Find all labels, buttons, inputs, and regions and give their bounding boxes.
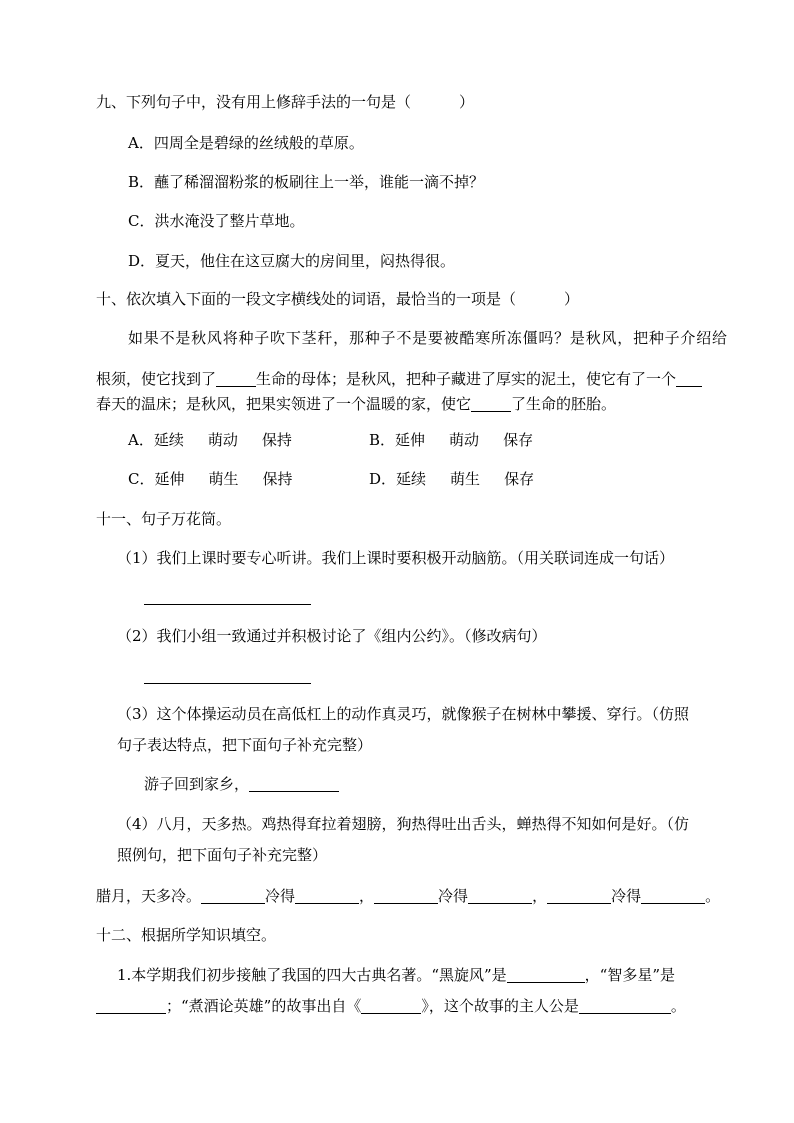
q12-blank-1[interactable] (507, 967, 585, 983)
q9-option-d: D．夏天，他住在这豆腐大的房间里，闷热得很。 (128, 252, 456, 270)
q10-option-c (128, 472, 293, 487)
q11-s4-blank-4[interactable] (468, 888, 532, 904)
q12-blank-2[interactable] (96, 998, 166, 1014)
option-letter: D． (369, 470, 397, 488)
q11-sentence-4-line-1: （4）八月，天多热。鸡热得耷拉着翅膀，狗热得吐出舌头，蝉热得不知如何是好。（仿 (117, 815, 690, 833)
option-word: 保存 (503, 431, 534, 449)
q12-l2-b: 》，这个故事的主人公是 (421, 997, 579, 1015)
option-word: 保存 (504, 470, 535, 488)
q12-blank-4[interactable] (579, 998, 671, 1014)
option-word: 萌动 (207, 431, 238, 449)
q11-s4-blank-3[interactable] (374, 888, 438, 904)
option-letter: C． (128, 470, 155, 488)
option-word: 萌生 (208, 470, 239, 488)
q10-option-b (369, 433, 533, 448)
q9-option-c: C．洪水淹没了整片草地。 (128, 212, 305, 230)
q12-line-1 (117, 967, 675, 983)
q12-title: 十二、根据所学知识填空。 (96, 926, 277, 944)
q12-blank-3[interactable] (361, 998, 421, 1014)
q11-s3-blank[interactable] (249, 776, 339, 792)
q10-stem (96, 292, 579, 307)
q11-sentence-4-line-2: 照例句，把下面句子补充完整） (117, 846, 328, 864)
q12-l1-a: 1.本学期我们初步接触了我国的四大古典名著。“黑旋风”是 (117, 966, 507, 984)
q11-s4-cold: 冷得 (438, 887, 469, 905)
q11-sentence-2: （2）我们小组一致通过并积极讨论了《组内公约》。（修改病句） (117, 627, 547, 645)
q10-close-paren: ） (564, 290, 580, 308)
q11-s3-prompt-text: 游子回到家乡， (144, 775, 250, 793)
q10-paragraph-line-2 (96, 371, 702, 387)
option-letter: A． (128, 431, 154, 449)
q10-para3-b: 了生命的胚胎。 (511, 395, 617, 413)
q11-s4-blank-2[interactable] (295, 888, 359, 904)
q12-l2-c: 。 (670, 997, 686, 1015)
q10-blank-1[interactable] (216, 371, 256, 387)
q11-answer-line-2[interactable] (144, 683, 311, 684)
q9-stem-text: 九、下列句子中，没有用上修辞手法的一句是（ (96, 93, 412, 111)
q11-sentence-4-fill (96, 888, 720, 904)
q11-sentence-3-prompt (144, 776, 339, 792)
q9-close-paren: ） (459, 93, 475, 111)
q10-blank-3[interactable] (471, 396, 511, 412)
q11-answer-line-1[interactable] (144, 604, 311, 605)
q10-para3-a: 春天的温床；是秋风，把果实领进了一个温暖的家，使它 (96, 395, 472, 413)
option-word: 延续 (396, 470, 427, 488)
q11-s4-blank-5[interactable] (547, 888, 611, 904)
q11-s4-blank-1[interactable] (201, 888, 265, 904)
q10-option-d (369, 472, 534, 487)
q10-blank-2[interactable] (676, 371, 702, 387)
q9-option-b: B．蘸了稀溜溜粉浆的板刷往上一举，谁能一滴不掉？ (128, 173, 485, 191)
q10-stem-text: 十、依次填入下面的一段文字横线处的词语，最恰当的一项是（ (96, 290, 517, 308)
q10-para2-b: 生命的母体；是秋风，把种子藏进了厚实的泥土，使它有了一个 (256, 370, 677, 388)
q11-sentence-1: （1）我们上课时要专心听讲。我们上课时要积极开动脑筋。（用关联词连成一句话） (117, 549, 675, 567)
q12-l1-b: ，“智多星”是 (584, 966, 675, 984)
q11-s4-start: 腊月，天多冷。 (96, 887, 202, 905)
q11-s4-period: 。 (705, 887, 721, 905)
q10-option-a (128, 433, 292, 448)
option-letter: B． (369, 431, 396, 449)
q11-s4-blank-6[interactable] (641, 888, 705, 904)
option-word: 萌动 (449, 431, 480, 449)
option-word: 延伸 (395, 431, 426, 449)
q12-line-2 (96, 998, 686, 1014)
q11-s4-comma: ， (532, 887, 548, 905)
option-word: 延续 (153, 431, 184, 449)
q11-s4-cold: 冷得 (611, 887, 642, 905)
q12-l2-a: ；“煮酒论英雄”的故事出自《 (166, 997, 362, 1015)
option-word: 保持 (261, 431, 292, 449)
q9-option-a: A．四周全是碧绿的丝绒般的草原。 (128, 134, 364, 152)
option-word: 保持 (262, 470, 293, 488)
q11-sentence-3-line-1: （3）这个体操运动员在高低杠上的动作真灵巧，就像猴子在树林中攀援、穿行。（仿照 (117, 705, 690, 723)
q11-s4-comma: ， (359, 887, 375, 905)
q11-title: 十一、句子万花筒。 (96, 510, 232, 528)
q11-sentence-3-line-2: 句子表达特点，把下面句子补充完整） (117, 736, 373, 754)
q9-stem (96, 95, 474, 110)
option-word: 萌生 (450, 470, 481, 488)
q11-s4-cold: 冷得 (265, 887, 296, 905)
q10-para2-a: 根须，使它找到了 (96, 370, 217, 388)
q10-paragraph-line-1: 如果不是秋风将种子吹下茎秆，那种子不是要被酷寒所冻僵吗？是秋风，把种子介绍给 (128, 329, 727, 347)
q10-paragraph-line-3 (96, 396, 616, 412)
option-word: 延伸 (154, 470, 185, 488)
